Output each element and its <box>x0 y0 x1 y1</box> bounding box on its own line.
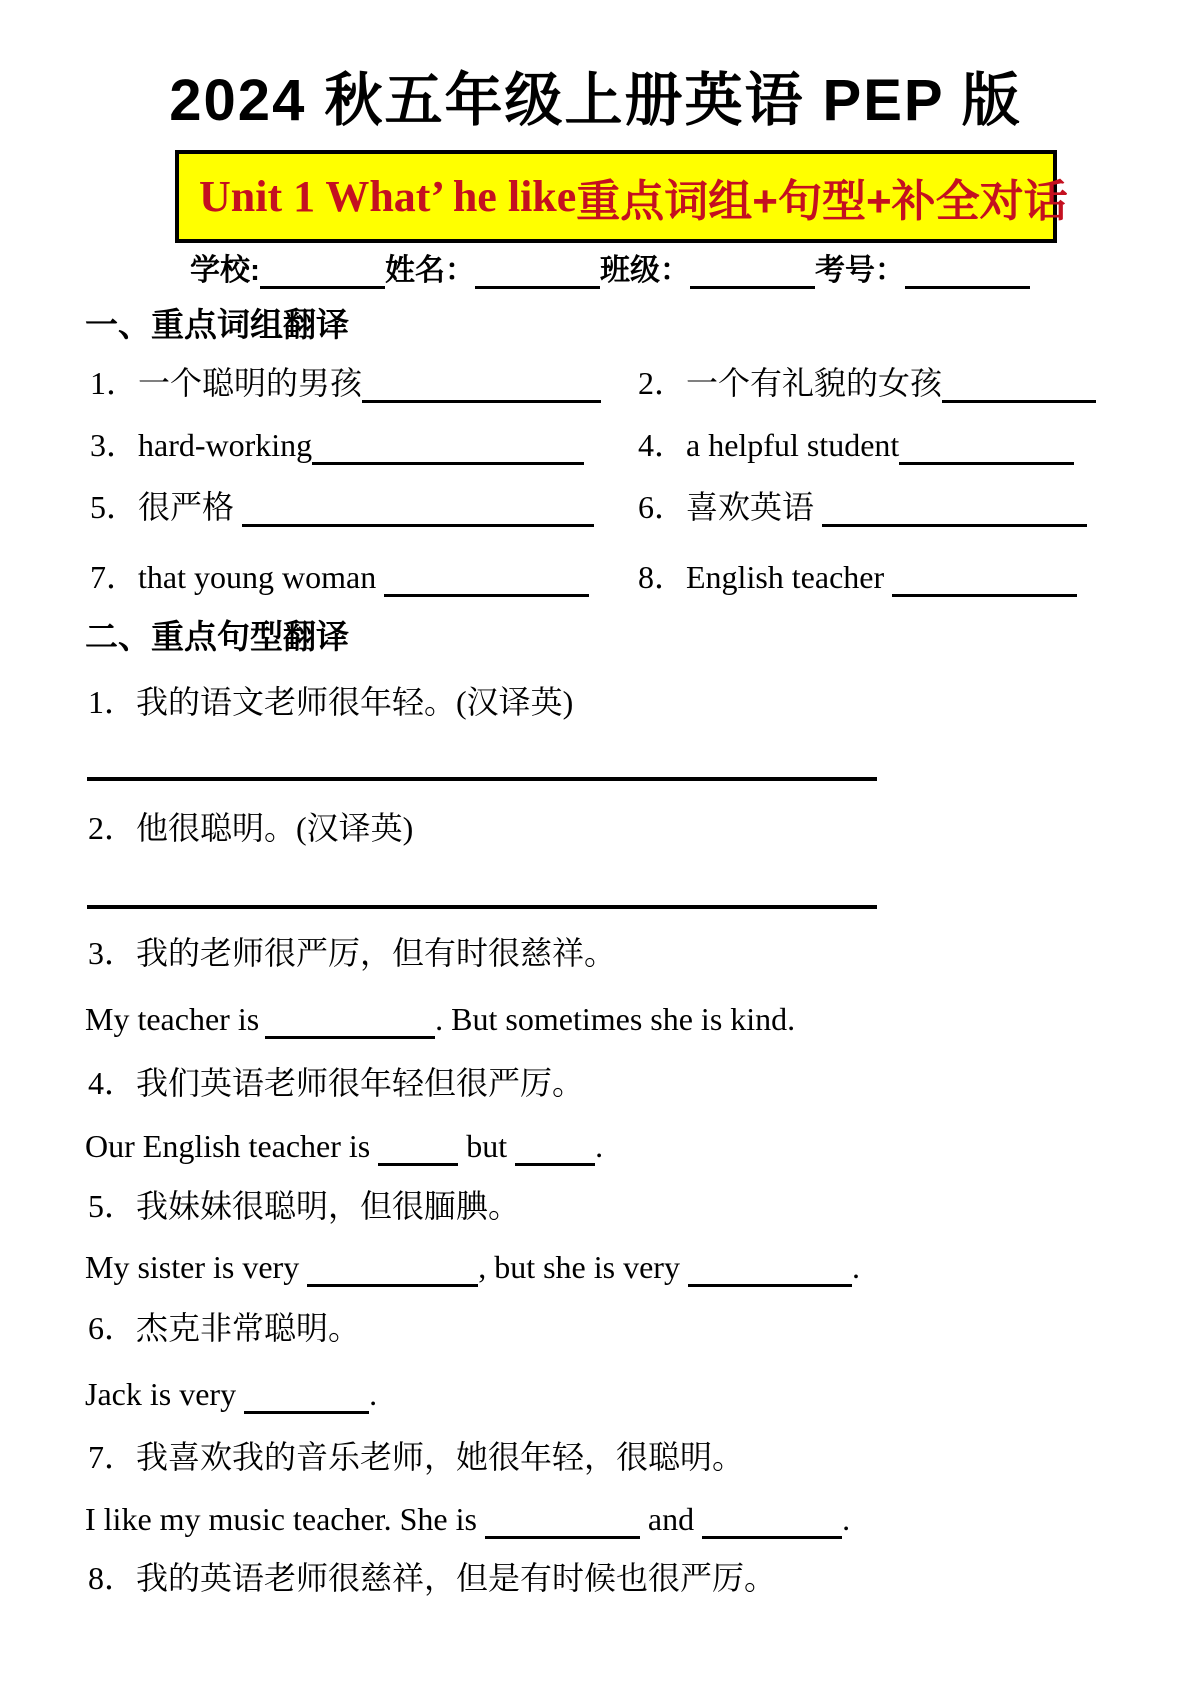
sentence-en-7-seg-1: I like my music teacher. She is <box>85 1501 485 1537</box>
sentence-en-5 <box>85 1247 860 1287</box>
sentence-en-7 <box>85 1499 850 1539</box>
sentence-cn-4: 4．我们英语老师很年轻但很严厉。 <box>88 1065 585 1101</box>
answer-blank-7b[interactable] <box>702 1506 842 1539</box>
answer-blank-5b[interactable] <box>688 1254 852 1287</box>
sentence-en-6 <box>85 1374 377 1414</box>
phrase-text-5: 5．很严格 <box>90 489 243 525</box>
phrase-item-4 <box>638 425 1074 465</box>
unit-banner <box>175 150 1068 243</box>
sentence-en-7-seg-2: and <box>639 1501 703 1537</box>
sentence-en-5-seg-2: , but she is very <box>478 1249 688 1285</box>
sentence-cn-6: 6．杰克非常聪明。 <box>88 1310 361 1346</box>
sentence-cn-8: 8．我的英语老师很慈祥，但是有时候也很严厉。 <box>88 1560 777 1596</box>
sentence-en-6-seg-1: Jack is very <box>85 1376 245 1412</box>
sentence-en-5-seg-3: . <box>851 1249 860 1285</box>
sentence-cn-7: 7．我喜欢我的音乐老师，她很年轻，很聪明。 <box>88 1439 745 1475</box>
sentence-cn-2: 2．他很聪明。(汉译英) <box>88 810 414 846</box>
sentence-en-4-seg-1: Our English teacher is <box>85 1128 379 1164</box>
phrase-text-2: 2．一个有礼貌的女孩 <box>638 365 943 401</box>
phrase-text-3: 3．hard-working <box>90 427 313 463</box>
sentence-en-7-seg-3: . <box>842 1501 851 1537</box>
sentence-en-3-seg-1: My teacher is <box>85 1001 260 1037</box>
school-label: 学校: <box>190 254 260 287</box>
phrase-item-7 <box>90 557 589 597</box>
sentence-en-5-seg-1: My sister is very <box>85 1249 308 1285</box>
sentence-cn-1: 1．我的语文老师很年轻。(汉译英) <box>88 684 574 720</box>
sentence-en-6-seg-2: . <box>369 1376 378 1412</box>
answer-line-2[interactable] <box>87 905 877 909</box>
phrase-item-6 <box>638 487 1087 527</box>
phrase-text-7: 7．that young woman <box>90 559 385 595</box>
answer-blank-3a[interactable] <box>265 1006 435 1039</box>
student-info-line <box>190 250 1030 292</box>
sentence-cn-5: 5．我妹妹很聪明，但很腼腆。 <box>88 1188 521 1224</box>
sentence-en-4 <box>85 1126 603 1166</box>
sentence-cn-3: 3．我的老师很严厉，但有时很慈祥。 <box>88 935 617 971</box>
sentence-en-3-seg-2: . But sometimes she is kind. <box>435 1001 796 1037</box>
phrase-text-1: 1．一个聪明的男孩 <box>90 365 363 401</box>
phrase-text-6: 6．喜欢英语 <box>638 489 823 525</box>
answer-blank-5a[interactable] <box>307 1254 478 1287</box>
class-label: 班级： <box>600 254 690 287</box>
phrase-item-3 <box>90 425 584 465</box>
phrase-item-2 <box>638 363 1096 403</box>
unit-title-en: Unit 1 What’ he like <box>199 172 577 221</box>
answer-blank-4a[interactable] <box>378 1133 458 1166</box>
sentence-en-3 <box>85 999 795 1039</box>
sentence-en-4-seg-2: but <box>458 1128 516 1164</box>
phrase-blank-8[interactable] <box>892 564 1077 597</box>
phrase-item-8 <box>638 557 1077 597</box>
answer-blank-4b[interactable] <box>515 1133 595 1166</box>
school-blank[interactable] <box>260 256 385 289</box>
phrase-blank-2[interactable] <box>942 370 1096 403</box>
phrase-blank-3[interactable] <box>312 432 584 465</box>
sentence-en-4-seg-3: . <box>595 1128 604 1164</box>
phrase-blank-7[interactable] <box>384 564 589 597</box>
unit-title-cn: 重点词组+句型+补全对话 <box>576 176 1068 226</box>
phrase-item-1 <box>90 363 601 403</box>
class-blank[interactable] <box>690 256 815 289</box>
name-label: 姓名： <box>385 254 475 287</box>
answer-blank-7a[interactable] <box>485 1506 640 1539</box>
answer-blank-6a[interactable] <box>244 1381 369 1414</box>
answer-line-1[interactable] <box>87 777 877 781</box>
exam-number-label: 考号： <box>815 254 905 287</box>
phrase-blank-4[interactable] <box>899 432 1074 465</box>
phrase-text-8: 8．English teacher <box>638 559 893 595</box>
phrase-text-4: 4．a helpful student <box>638 427 900 463</box>
phrase-blank-1[interactable] <box>362 370 601 403</box>
section1-heading: 一、重点词组翻译 <box>85 306 349 343</box>
phrase-blank-5[interactable] <box>242 494 594 527</box>
phrase-blank-6[interactable] <box>822 494 1087 527</box>
exam-number-blank[interactable] <box>905 256 1030 289</box>
name-blank[interactable] <box>475 256 600 289</box>
section2-heading: 二、重点句型翻译 <box>85 618 349 655</box>
page-title: 2024 秋五年级上册英语 PEP 版 <box>169 68 1022 133</box>
phrase-item-5 <box>90 487 594 527</box>
